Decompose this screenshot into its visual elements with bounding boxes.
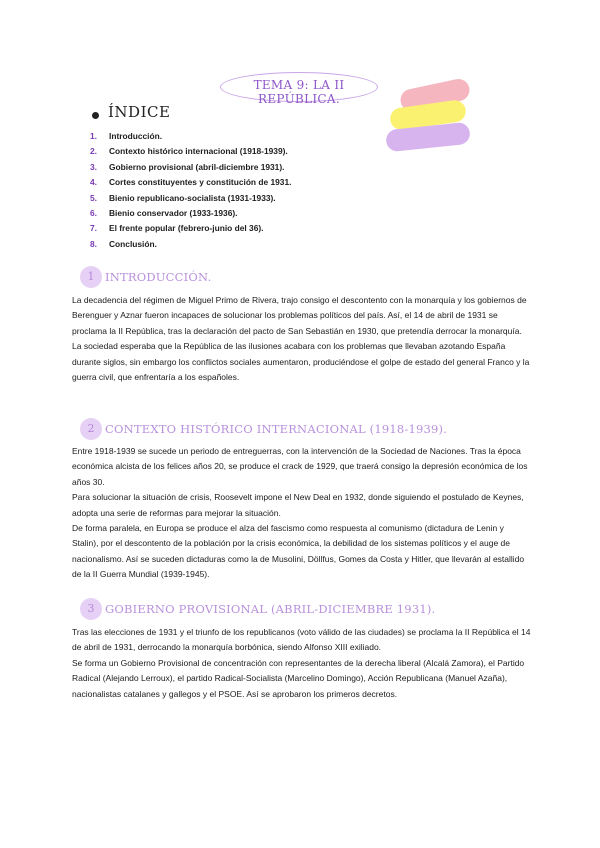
toc-number: 5. — [90, 192, 97, 203]
toc-item — [90, 129, 291, 144]
toc-number: 4. — [90, 177, 97, 188]
paragraph: La decadencia del régimen de Miguel Primo de Rivera, trajo consigo el descontento con la monarquía y los gobiernos de Berenguer y Aznar fueron incapaces de solucionar los problemas políticos del país. Así, el 14 de abril de 1931 se proclama la II República, tras la declaración del pacto de San Sebastián en 1930, que pretendía derrocar la monarquía. — [72, 295, 527, 336]
toc-item — [90, 237, 291, 252]
paragraph: Para solucionar la situación de crisis, Roosevelt impone el New Deal en 1932, donde siguiendo el postulado de Keynes, adopta una serie de reformas para mejorar la situación. — [72, 492, 524, 518]
paragraph: La sociedad esperaba que la República de las ilusiones acabara con los problemas que llevaban azotando España durante siglos, sin embargo los conflictos sociales aumentaron, produciéndose el golpe de estado del general Franco y la guerra civil, que enfrentaría a los españoles. — [72, 341, 530, 383]
index-heading: ÍNDICE — [108, 103, 171, 121]
toc-number: 2. — [90, 146, 97, 157]
section-body-contexto — [72, 444, 532, 583]
toc-text: Bienio republicano-socialista (1931-1933). — [109, 192, 276, 203]
toc-text: Bienio conservador (1933-1936). — [109, 207, 238, 218]
toc-text: El frente popular (febrero-junio del 36). — [109, 223, 264, 234]
toc-text: Gobierno provisional (abril-diciembre 1931). — [109, 161, 285, 172]
toc-number: 7. — [90, 223, 97, 234]
section-title: GOBIERNO PROVISIONAL (ABRIL-DICIEMBRE 1931). — [105, 602, 436, 616]
page-title-block — [220, 72, 378, 106]
toc-text: Contexto histórico internacional (1918-1939). — [109, 146, 288, 157]
toc-text: Introducción. — [109, 131, 163, 141]
toc-item — [90, 221, 291, 236]
section-title: CONTEXTO HISTÓRICO INTERNACIONAL (1918-1939). — [105, 422, 448, 436]
toc-item — [90, 144, 291, 159]
toc-number: 1. — [90, 131, 97, 141]
section-body-gobierno-provisional — [72, 625, 532, 702]
section-title: INTRODUCCIÓN. — [105, 270, 212, 284]
table-of-contents — [90, 129, 291, 252]
toc-item — [90, 191, 291, 206]
section-number-circle: 2 — [80, 418, 102, 440]
paragraph: Entre 1918-1939 se sucede un periodo de entreguerras, con la intervención de la Sociedad de Naciones. Tras la época económica alcista de los felices años 20, se produce el crack de 1929, que traerá consigo la depresión económica de los años 30. — [72, 446, 528, 487]
toc-number: 3. — [90, 161, 97, 172]
toc-item — [90, 175, 291, 190]
toc-text: Cortes constituyentes y constitución de 1931. — [109, 177, 292, 188]
bullet-icon — [92, 112, 99, 119]
toc-number: 6. — [90, 207, 97, 218]
section-body-introduccion — [72, 293, 532, 385]
paragraph: De forma paralela, en Europa se produce el alza del fascismo como respuesta al comunismo (dictadura de Lenin y Stalin), por el descontento de la población por la crisis económica, la debilidad de los sistemas políticos y el auge de nacionalismo. Así se suceden dictaduras como la de Musolini, Döllfus, Gomes da Costa y Hitler, que llevarán al estallido de la II Guerra Mundial (1939-1945). — [72, 523, 525, 580]
section-number-circle: 3 — [80, 598, 102, 620]
page-title: TEMA 9: LA II REPÚBLICA. — [253, 78, 345, 106]
section-number-circle: 1 — [80, 266, 102, 288]
paragraph: Se forma un Gobierno Provisional de concentración con representantes de la derecha liberal (Alcalá Zamora), el Partido Radical (Alejando Lerroux), el partido Radical-Socialista (Marcelino Domingo), Acción Republicana (Manuel Azaña), nacionalistas catalanes y gallegos y el PSOE. Así se aprobaron los primeros decretos. — [72, 657, 525, 699]
decorative-color-stripes — [386, 84, 476, 164]
toc-number: 8. — [90, 238, 97, 249]
toc-item — [90, 206, 291, 221]
toc-text: Conclusión. — [109, 238, 157, 249]
paragraph: Tras las elecciones de 1931 y el triunfo de los republicanos (voto válido de las ciudades) se proclama la II República el 14 de abril de 1931, derrocando la monarquía borbónica, siendo Alfonso XIII exiliado. — [72, 627, 531, 653]
toc-item — [90, 160, 291, 175]
